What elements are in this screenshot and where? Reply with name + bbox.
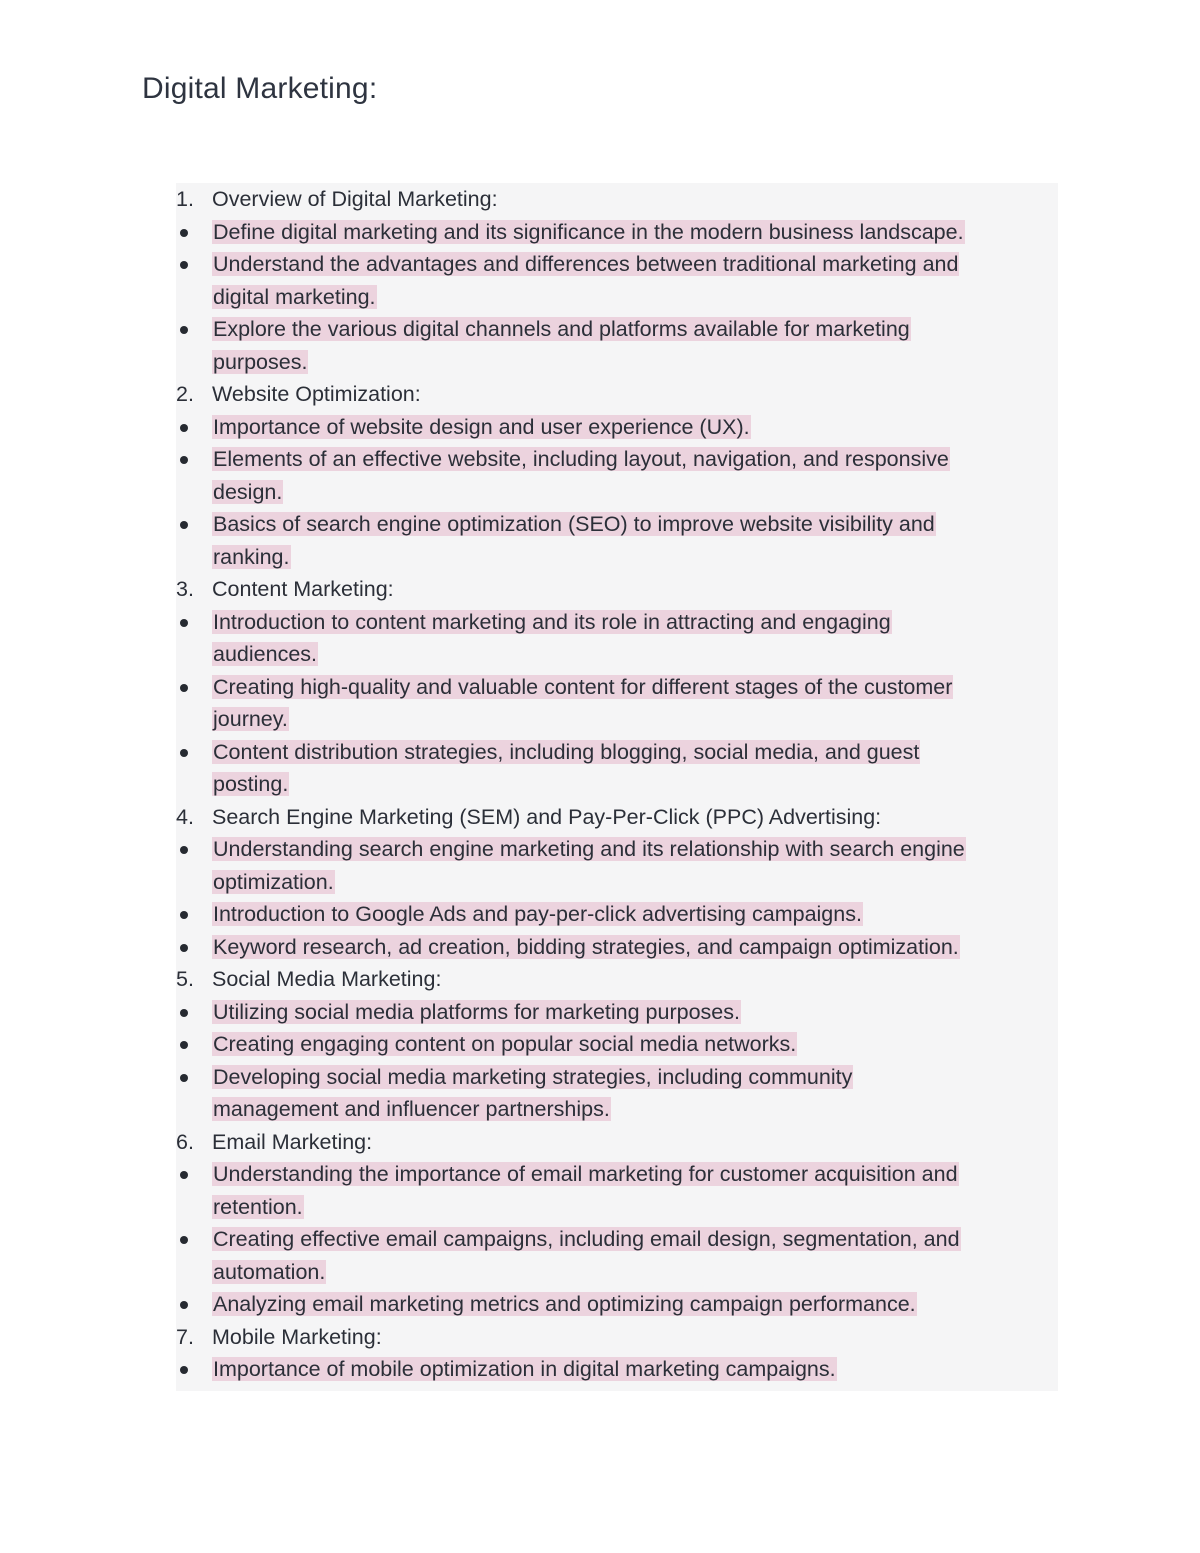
bullet-dot-icon xyxy=(180,911,188,919)
highlighted-text: design. xyxy=(213,479,283,504)
section-number: 4. xyxy=(176,804,194,829)
text-line xyxy=(212,1061,1056,1094)
section-heading xyxy=(176,963,1056,996)
bullet-item xyxy=(176,508,1056,573)
bullet-dot-icon xyxy=(180,944,188,952)
bullet-dot-icon xyxy=(180,456,188,464)
highlighted-text: Developing social media marketing strategies, including community xyxy=(213,1064,853,1089)
text-line xyxy=(212,346,1056,379)
text-line xyxy=(212,996,1056,1029)
text-line xyxy=(212,1288,1056,1321)
bullet-item xyxy=(176,216,1056,249)
text-line xyxy=(212,1321,1056,1354)
text-line xyxy=(212,1093,1056,1126)
section-number: 3. xyxy=(176,577,194,601)
highlighted-text: journey. xyxy=(213,707,288,731)
text-line xyxy=(212,703,1056,736)
highlighted-text: Introduction to Google Ads and pay-per-click advertising campaigns. xyxy=(213,902,862,926)
highlighted-text: purposes. xyxy=(213,349,308,374)
bullet-item xyxy=(176,1223,1056,1288)
highlighted-text: Understanding the importance of email marketing for customer acquisition and xyxy=(213,1162,958,1186)
bullet-item xyxy=(176,1028,1056,1061)
text-line xyxy=(212,866,1056,899)
highlighted-text: Creating engaging content on popular social media networks. xyxy=(213,1032,797,1056)
highlighted-text: Explore the various digital channels and platforms available for marketing xyxy=(213,317,910,341)
text-line xyxy=(212,248,1056,281)
highlighted-text: Analyzing email marketing metrics and optimizing campaign performance. xyxy=(213,1292,916,1316)
section-number: 2. xyxy=(176,382,194,406)
highlighted-text: Understanding search engine marketing and its relationship with search engine xyxy=(213,837,965,861)
highlighted-text: Content distribution strategies, including blogging, social media, and guest xyxy=(213,739,920,764)
text-line xyxy=(212,1158,1056,1191)
highlighted-text: management and influencer partnerships. xyxy=(213,1097,610,1121)
heading-text: Website Optimization: xyxy=(212,382,421,406)
section-number: 7. xyxy=(176,1324,194,1349)
bullet-dot-icon xyxy=(180,684,188,692)
bullet-dot-icon xyxy=(180,619,188,627)
text-line xyxy=(212,541,1056,574)
bullet-dot-icon xyxy=(180,1236,188,1244)
highlighted-text: Utilizing social media platforms for marketing purposes. xyxy=(213,999,740,1024)
text-line xyxy=(212,183,1056,216)
bullet-dot-icon xyxy=(180,424,188,432)
text-line xyxy=(212,606,1056,639)
heading-text: Mobile Marketing: xyxy=(212,1324,382,1349)
highlighted-text: optimization. xyxy=(213,869,334,894)
text-line xyxy=(212,801,1056,834)
text-line xyxy=(212,931,1056,964)
bullet-item xyxy=(176,833,1056,898)
bullet-item xyxy=(176,1288,1056,1321)
heading-text: Overview of Digital Marketing: xyxy=(212,187,498,211)
section-heading xyxy=(176,573,1056,606)
section-number: 6. xyxy=(176,1129,194,1154)
highlighted-text: Creating high-quality and valuable content for different stages of the customer xyxy=(213,674,953,699)
bullet-item xyxy=(176,443,1056,508)
text-line xyxy=(212,1353,1056,1386)
section-heading xyxy=(176,1126,1056,1159)
bullet-item xyxy=(176,606,1056,671)
section-heading xyxy=(176,378,1056,411)
bullet-item xyxy=(176,1353,1056,1386)
text-line xyxy=(212,411,1056,444)
text-line xyxy=(212,313,1056,346)
highlighted-text: Keyword research, ad creation, bidding strategies, and campaign optimization. xyxy=(213,934,959,959)
bullet-dot-icon xyxy=(180,261,188,269)
highlighted-text: Creating effective email campaigns, including email design, segmentation, and xyxy=(213,1227,960,1251)
highlighted-text: ranking. xyxy=(213,544,290,569)
text-line xyxy=(212,1028,1056,1061)
text-line xyxy=(212,833,1056,866)
text-line xyxy=(212,736,1056,769)
text-line xyxy=(212,1223,1056,1256)
text-line xyxy=(212,216,1056,249)
section-heading xyxy=(176,183,1056,216)
text-line xyxy=(212,1191,1056,1224)
bullet-dot-icon xyxy=(180,846,188,854)
text-line xyxy=(212,281,1056,314)
outline-list xyxy=(176,183,1056,1386)
text-line xyxy=(212,638,1056,671)
highlighted-text: Introduction to content marketing and its role in attracting and engaging xyxy=(213,609,891,634)
text-line xyxy=(212,508,1056,541)
bullet-dot-icon xyxy=(180,1366,188,1374)
section-number: 5. xyxy=(176,967,194,991)
bullet-item xyxy=(176,898,1056,931)
text-line xyxy=(212,476,1056,509)
heading-text: Email Marketing: xyxy=(212,1129,373,1154)
bullet-item xyxy=(176,313,1056,378)
text-line xyxy=(212,768,1056,801)
bullet-item xyxy=(176,736,1056,801)
highlighted-text: Understand the advantages and differences between traditional marketing and xyxy=(213,252,959,276)
bullet-item xyxy=(176,411,1056,444)
bullet-dot-icon xyxy=(180,326,188,334)
bullet-item xyxy=(176,931,1056,964)
section-number: 1. xyxy=(176,187,194,211)
bullet-item xyxy=(176,996,1056,1029)
text-line xyxy=(212,443,1056,476)
heading-text: Search Engine Marketing (SEM) and Pay-Per-Click (PPC) Advertising: xyxy=(212,804,882,829)
bullet-dot-icon xyxy=(180,1301,188,1309)
text-line xyxy=(212,898,1056,931)
section-heading xyxy=(176,1321,1056,1354)
section-heading xyxy=(176,801,1056,834)
bullet-item xyxy=(176,248,1056,313)
bullet-dot-icon xyxy=(180,1074,188,1082)
heading-text: Social Media Marketing: xyxy=(212,967,442,991)
bullet-dot-icon xyxy=(180,229,188,237)
highlighted-text: digital marketing. xyxy=(213,284,376,309)
text-line xyxy=(212,671,1056,704)
bullet-item xyxy=(176,1158,1056,1223)
bullet-dot-icon xyxy=(180,1009,188,1017)
text-line xyxy=(212,1126,1056,1159)
highlighted-text: Basics of search engine optimization (SEO) to improve website visibility and xyxy=(213,512,935,536)
text-line xyxy=(212,573,1056,606)
highlighted-text: retention. xyxy=(213,1194,303,1219)
highlighted-text: Define digital marketing and its significance in the modern business landscape. xyxy=(213,219,964,244)
text-line xyxy=(212,963,1056,996)
highlighted-text: automation. xyxy=(213,1259,326,1284)
bullet-dot-icon xyxy=(180,1171,188,1179)
heading-text: Content Marketing: xyxy=(212,577,394,601)
bullet-item xyxy=(176,671,1056,736)
highlighted-text: audiences. xyxy=(213,642,317,666)
highlighted-text: Importance of website design and user experience (UX). xyxy=(213,414,750,439)
bullet-item xyxy=(176,1061,1056,1126)
highlighted-text: Elements of an effective website, including layout, navigation, and responsive xyxy=(213,447,949,471)
text-line xyxy=(212,378,1056,411)
highlighted-text: posting. xyxy=(213,772,289,796)
document-title: Digital Marketing: xyxy=(142,72,378,105)
bullet-dot-icon xyxy=(180,521,188,529)
text-line xyxy=(212,1256,1056,1289)
highlighted-text: Importance of mobile optimization in digital marketing campaigns. xyxy=(213,1357,836,1381)
bullet-dot-icon xyxy=(180,1041,188,1049)
bullet-dot-icon xyxy=(180,749,188,757)
